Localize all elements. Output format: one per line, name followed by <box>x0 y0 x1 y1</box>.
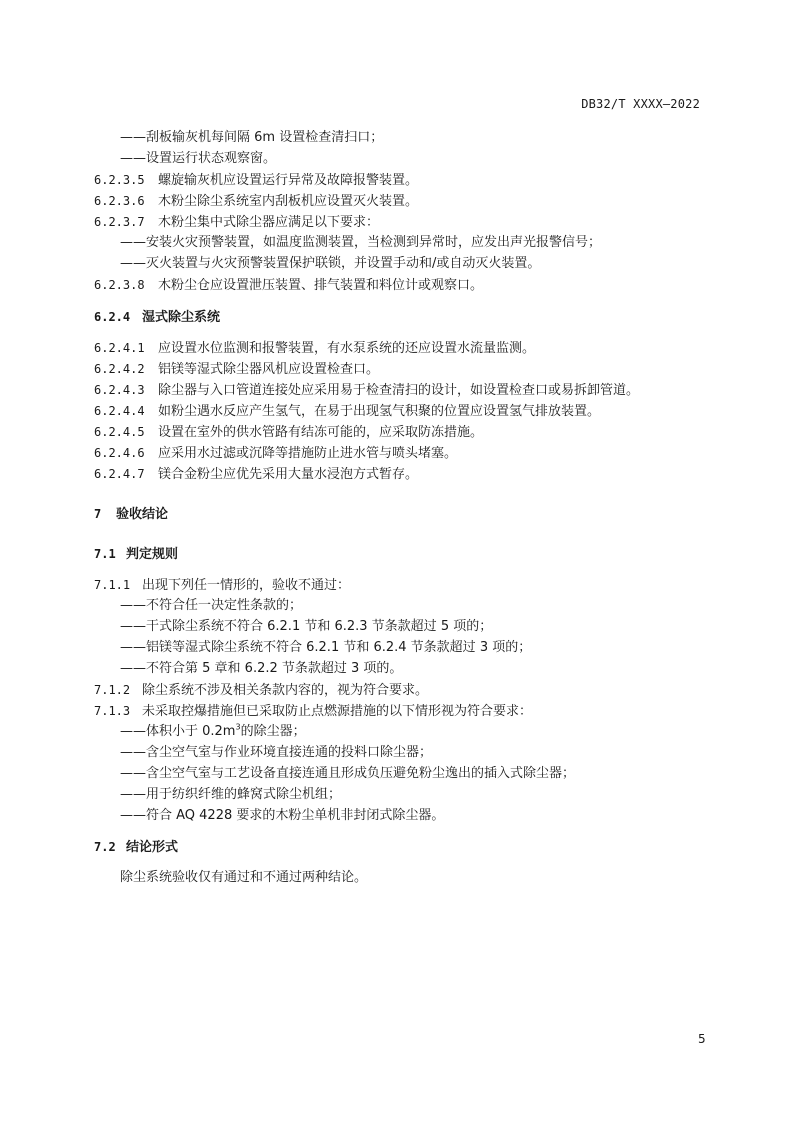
clause-text: 镁合金粉尘应优先采用大量水浸泡方式暂存。 <box>158 467 419 482</box>
chapter-title: 验收结论 <box>116 507 169 522</box>
section-heading-7-1 <box>94 545 178 564</box>
section-number: 6.2.4 <box>94 310 131 324</box>
section-heading-6-2-4 <box>94 308 220 327</box>
section-number: 7.1 <box>94 547 116 561</box>
clause-6-2-3-5 <box>94 171 418 190</box>
clause-6-2-4-5 <box>94 423 483 442</box>
clause-number: 6.2.3.6 <box>94 194 145 208</box>
item-text: ——干式除尘系统不符合 6.2.1 节和 6.2.3 节条款超过 5 项的； <box>120 619 493 634</box>
section-title: 判定规则 <box>126 547 179 562</box>
list-item-dash <box>120 660 402 678</box>
clause-text: 木粉尘除尘系统室内刮板机应设置灭火装置。 <box>158 194 419 209</box>
clause-6-2-4-6 <box>94 444 457 463</box>
list-item-dash <box>120 150 276 168</box>
clause-number: 7.1.3 <box>94 704 131 718</box>
list-item-dash <box>120 618 492 636</box>
item-text: ——含尘空气室与作业环境直接连通的投料口除尘器； <box>120 745 433 760</box>
clause-number: 6.2.4.5 <box>94 425 145 439</box>
clause-7-1-1 <box>94 576 350 595</box>
section-number: 7.2 <box>94 840 116 854</box>
clause-number: 6.2.4.3 <box>94 383 145 397</box>
clause-6-2-4-1 <box>94 339 535 358</box>
chapter-heading-7 <box>94 505 168 524</box>
clause-6-2-4-2 <box>94 360 379 379</box>
item-text: ——安装火灾预警装置，如温度监测装置，当检测到异常时，应发出声光报警信号； <box>120 235 602 250</box>
item-text: ——刮板输灰机每间隔 6m 设置检查清扫口； <box>120 130 384 145</box>
clause-6-2-4-4 <box>94 402 600 421</box>
list-item-dash <box>120 723 306 741</box>
item-text-tail: 的除尘器； <box>240 724 306 739</box>
item-text: ——铝镁等湿式除尘系统不符合 6.2.1 节和 6.2.4 节条款超过 3 项的； <box>120 640 532 655</box>
clause-number: 6.2.4.6 <box>94 446 145 460</box>
section-title: 湿式除尘系统 <box>142 310 221 325</box>
clause-6-2-4-3 <box>94 381 639 400</box>
list-item-dash <box>120 129 383 147</box>
list-item-dash <box>120 807 444 825</box>
clause-text: 出现下列任一情形的，验收不通过： <box>142 578 351 593</box>
clause-number: 6.2.3.7 <box>94 215 145 229</box>
item-text: ——含尘空气室与工艺设备直接连通且形成负压避免粉尘逸出的插入式除尘器； <box>120 766 576 781</box>
clause-number: 6.2.4.4 <box>94 404 145 418</box>
clause-text: 木粉尘仓应设置泄压装置、排气装置和料位计或观察口。 <box>158 278 484 293</box>
item-text: ——符合 AQ 4228 要求的木粉尘单机非封闭式除尘器。 <box>120 808 445 823</box>
clause-text: 未采取控爆措施但已采取防止点燃源措施的以下情形视为符合要求： <box>142 704 533 719</box>
clause-text: 应采用水过滤或沉降等措施防止进水管与喷头堵塞。 <box>158 446 458 461</box>
page-number: 5 <box>698 1032 706 1046</box>
list-item-dash <box>120 765 575 783</box>
clause-text: 应设置水位监测和报警装置，有水泵系统的还应设置水流量监测。 <box>158 341 536 356</box>
section-heading-7-2 <box>94 838 178 857</box>
list-item-dash <box>120 234 601 252</box>
clause-number: 7.1.1 <box>94 578 131 592</box>
clause-7-1-2 <box>94 681 428 700</box>
superscript: 3 <box>235 722 241 732</box>
paragraph-text: 除尘系统验收仅有通过和不通过两种结论。 <box>120 870 368 885</box>
chapter-number: 7 <box>94 507 102 521</box>
clause-number: 6.2.4.1 <box>94 341 145 355</box>
clause-text: 螺旋输灰机应设置运行异常及故障报警装置。 <box>158 173 419 188</box>
clause-text: 铝镁等湿式除尘器风机应设置检查口。 <box>158 362 380 377</box>
item-text: ——灭火装置与火灾预警装置保护联锁，并设置手动和/或自动灭火装置。 <box>120 256 541 271</box>
list-item-dash <box>120 255 540 273</box>
item-text: ——不符合任一决定性条款的； <box>120 598 303 613</box>
clause-text: 除尘系统不涉及相关条款内容的，视为符合要求。 <box>142 683 429 698</box>
clause-number: 6.2.3.8 <box>94 278 145 292</box>
list-item-dash <box>120 639 531 657</box>
item-text: ——体积小于 0.2m <box>120 724 236 739</box>
clause-number: 6.2.4.7 <box>94 467 145 481</box>
item-text: ——不符合第 5 章和 6.2.2 节条款超过 3 项的。 <box>120 661 403 676</box>
clause-6-2-3-8 <box>94 276 483 295</box>
clause-number: 6.2.4.2 <box>94 362 145 376</box>
clause-6-2-3-6 <box>94 192 418 211</box>
list-item-dash <box>120 786 341 804</box>
clause-6-2-3-7 <box>94 213 379 232</box>
clause-6-2-4-7 <box>94 465 418 484</box>
clause-text: 除尘器与入口管道连接处应采用易于检查清扫的设计，如设置检查口或易拆卸管道。 <box>158 383 640 398</box>
document-code-header: DB32/T XXXX—2022 <box>581 97 700 111</box>
clause-number: 6.2.3.5 <box>94 173 145 187</box>
section-title: 结论形式 <box>126 840 179 855</box>
paragraph <box>120 869 367 887</box>
clause-text: 如粉尘遇水反应产生氢气，在易于出现氢气积聚的位置应设置氢气排放装置。 <box>158 404 601 419</box>
item-text: ——用于纺织纤维的蜂窝式除尘机组； <box>120 787 342 802</box>
clause-7-1-3 <box>94 702 532 721</box>
item-text: ——设置运行状态观察窗。 <box>120 151 277 166</box>
clause-number: 7.1.2 <box>94 683 131 697</box>
clause-text: 木粉尘集中式除尘器应满足以下要求： <box>158 215 380 230</box>
list-item-dash <box>120 744 432 762</box>
list-item-dash <box>120 597 302 615</box>
clause-text: 设置在室外的供水管路有结冻可能的，应采取防冻措施。 <box>158 425 484 440</box>
